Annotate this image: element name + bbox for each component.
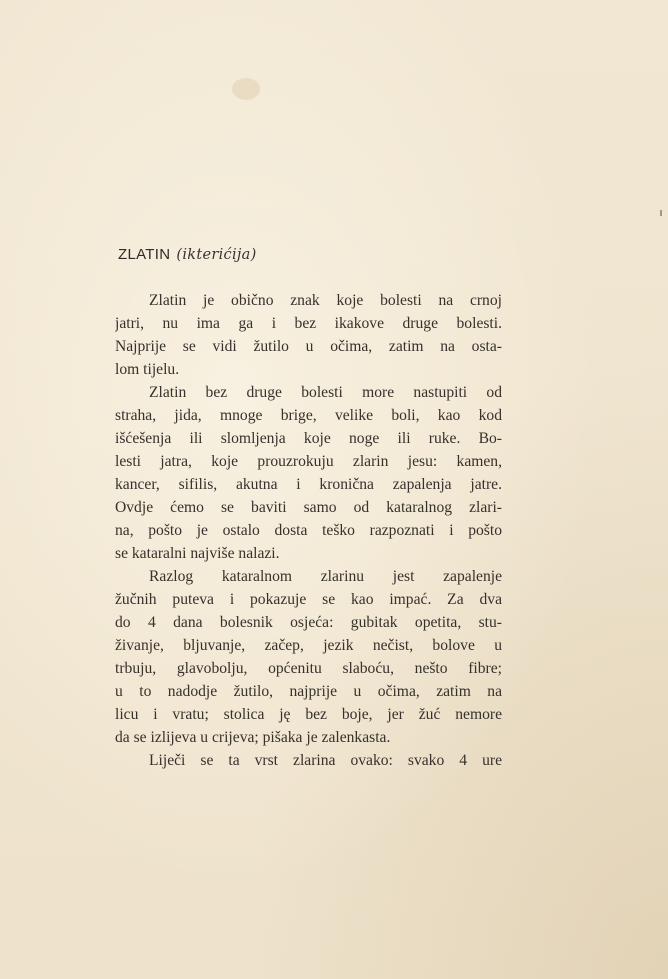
text-line: Najprije se vidi žutilo u očima, zatim na osta- [115, 338, 502, 355]
text-line: kancer, sifilis, akutna i kronična zapalenja jatre. [115, 476, 502, 493]
heading-title: ZLATIN [118, 246, 171, 263]
edge-mark [660, 210, 662, 216]
text-line: žučnih puteva i pokazuje se kao impać. Za dva [115, 591, 502, 608]
heading-subtitle: (ikterićija) [176, 247, 257, 263]
text-line: Liječi se ta vrst zlarina ovako: svako 4 ure [149, 752, 502, 769]
text-line: do 4 dana bolesnik osjeća: gubitak opetita, stu- [115, 614, 502, 631]
text-line: se kataralni najviše nalazi. [115, 545, 280, 562]
text-line: jatri, nu ima ga i bez ikakove druge bolesti. [115, 315, 502, 332]
body-text [115, 289, 502, 772]
text-line: Ovdje ćemo se baviti samo od kataralnog zlari- [115, 499, 502, 516]
text-line: lesti jatra, koje prouzrokuju zlarin jesu: kamen, [115, 453, 502, 470]
text-line: živanje, bljuvanje, začep, jezik nečist, bolove u [115, 637, 502, 654]
text-line: u to nadodje žutilo, najprije u očima, zatim na [115, 683, 502, 700]
text-line: lom tijelu. [115, 361, 180, 378]
text-line: licu i vratu; stolica ję bez boje, jer žuć nemore [115, 706, 502, 723]
text-line: Razlog kataralnom zlarinu jest zapalenje [149, 568, 502, 585]
text-line: Zlatin bez druge bolesti more nastupiti od [149, 384, 502, 401]
text-line: Zlatin je obično znak koje bolesti na crnoj [149, 292, 502, 309]
text-line: išćešenja ili slomljenja koje noge ili ruke. Bo- [115, 430, 502, 447]
text-line: trbuju, glavobolju, općenitu slaboću, nešto fibre; [115, 660, 502, 677]
text-line: na, pošto je ostalo dosta teško razpoznati i pošto [115, 522, 502, 539]
text-line: da se izlijeva u crijeva; pišaka je zalenkasta. [115, 729, 391, 746]
section-heading [118, 246, 257, 263]
text-line: straha, jida, mnoge brige, velike boli, kao kod [115, 407, 502, 424]
paper-stain [232, 78, 260, 100]
